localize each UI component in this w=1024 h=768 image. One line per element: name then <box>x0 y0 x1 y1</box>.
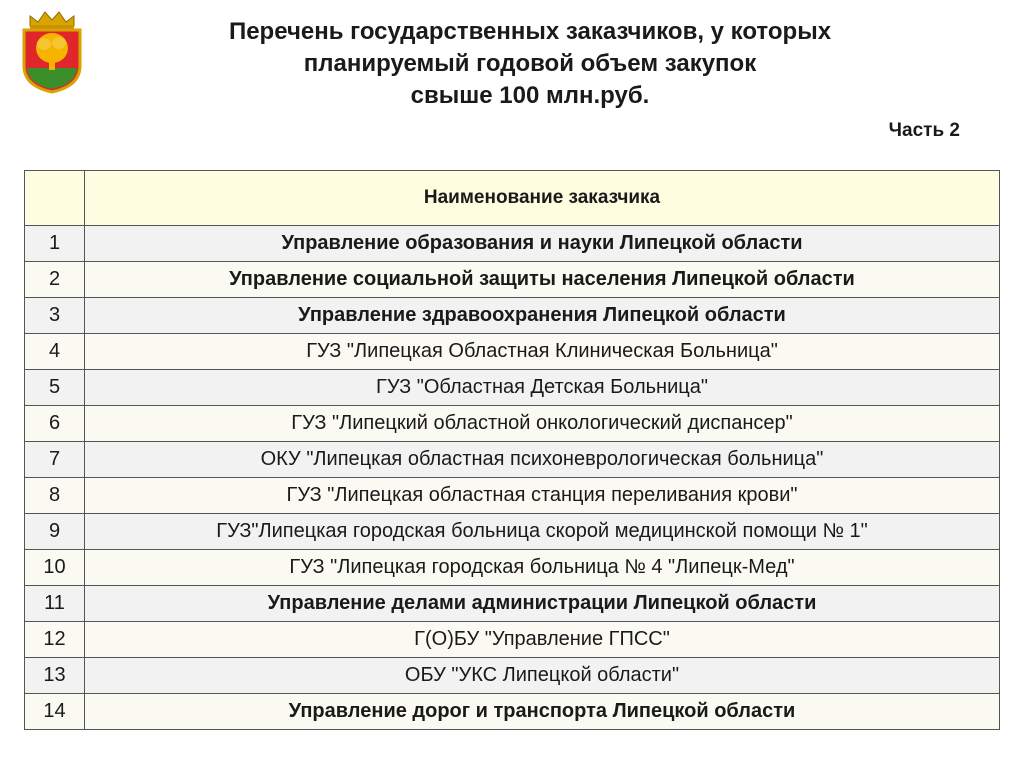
table-row <box>25 370 1000 406</box>
part-label: Часть 2 <box>888 120 960 141</box>
customers-table <box>24 170 1000 730</box>
row-number-cell: 8 <box>25 478 85 514</box>
table-row <box>25 514 1000 550</box>
table-row <box>25 478 1000 514</box>
table-row <box>25 226 1000 262</box>
title-line-3: свыше 100 млн.руб. <box>410 82 650 109</box>
row-number-cell: 7 <box>25 442 85 478</box>
page-title <box>110 16 950 112</box>
row-number-cell: 3 <box>25 298 85 334</box>
customer-name-cell: ГУЗ "Липецкий областной онкологический диспансер" <box>85 406 1000 442</box>
row-number-cell: 10 <box>25 550 85 586</box>
table-row <box>25 298 1000 334</box>
customer-name-cell: ОБУ "УКС Липецкой области" <box>85 658 1000 694</box>
customer-name-cell: Управление делами администрации Липецкой области <box>85 586 1000 622</box>
lipetsk-coat-of-arms-icon <box>18 10 86 94</box>
row-number-cell: 14 <box>25 694 85 730</box>
customer-name-cell: ОКУ "Липецкая областная психоневрологическая больница" <box>85 442 1000 478</box>
customer-name-cell: ГУЗ "Липецкая Областная Клиническая Больница" <box>85 334 1000 370</box>
table-row <box>25 694 1000 730</box>
header-name-cell: Наименование заказчика <box>85 171 1000 226</box>
table-row <box>25 658 1000 694</box>
row-number-cell: 6 <box>25 406 85 442</box>
customer-name-cell: Управление здравоохранения Липецкой области <box>85 298 1000 334</box>
title-line-2: планируемый годовой объем закупок <box>303 50 757 77</box>
row-number-cell: 12 <box>25 622 85 658</box>
row-number-cell: 11 <box>25 586 85 622</box>
table-row <box>25 550 1000 586</box>
table-row <box>25 442 1000 478</box>
row-number-cell: 1 <box>25 226 85 262</box>
customer-name-cell: Управление дорог и транспорта Липецкой области <box>85 694 1000 730</box>
row-number-cell: 9 <box>25 514 85 550</box>
table-row <box>25 334 1000 370</box>
header-number-cell <box>25 171 85 226</box>
table-row <box>25 586 1000 622</box>
customer-name-cell: Г(О)БУ "Управление ГПСС" <box>85 622 1000 658</box>
table-row <box>25 262 1000 298</box>
row-number-cell: 4 <box>25 334 85 370</box>
table-row <box>25 622 1000 658</box>
row-number-cell: 5 <box>25 370 85 406</box>
customer-name-cell: ГУЗ "Липецкая городская больница № 4 "Липецк-Мед" <box>85 550 1000 586</box>
customer-name-cell: Управление социальной защиты населения Липецкой области <box>85 262 1000 298</box>
customer-name-cell: ГУЗ"Липецкая городская больница скорой медицинской помощи № 1" <box>85 514 1000 550</box>
row-number-cell: 2 <box>25 262 85 298</box>
table-header-row <box>25 171 1000 226</box>
row-number-cell: 13 <box>25 658 85 694</box>
customer-name-cell: Управление образования и науки Липецкой области <box>85 226 1000 262</box>
customer-name-cell: ГУЗ "Областная Детская Больница" <box>85 370 1000 406</box>
table-row <box>25 406 1000 442</box>
title-line-1: Перечень государственных заказчиков, у которых <box>228 18 832 45</box>
customer-name-cell: ГУЗ "Липецкая областная станция переливания крови" <box>85 478 1000 514</box>
